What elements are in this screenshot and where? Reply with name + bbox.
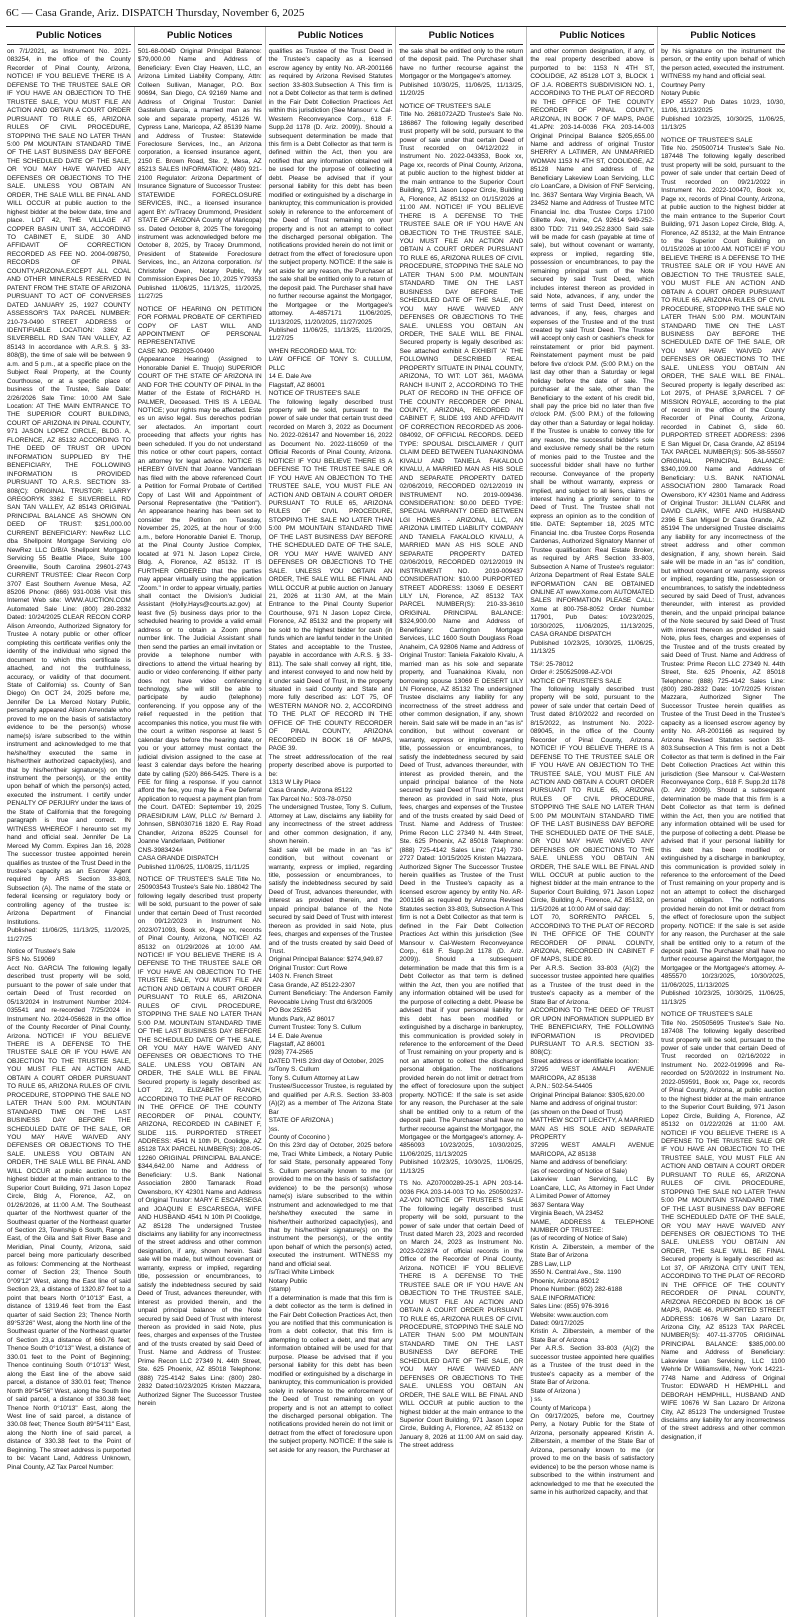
notice-text: WHEN RECORDED MAIL TO: LAW OFFICE OF TONY S. CULLUM, PLLC 14 E. Dale Ave Flagstaff, AZ 86001 NOTICE OF TRUSTEE'S SALE The following legally described trust property will be sold, pursuant to the power of sale under that certain trust deed recorded on March 3, 2022 as Document No. 2022-026147 and November 16, 2022 as Document No. 2022-116059 of the Official Records of Pinal County, Arizona. NOTICE! IF YOU BELIEVE THERE IS A DEFENSE TO THE TRUSTEE SALE OR IF YOU HAVE AN OBJECTION TO THE TRUSTEE SALE, YOU MUST FILE AN ACTION AND OBTAIN A COURT ORDER PURSUANT TO RULE 65, ARIZONA RULES OF CIVIL PROCEDURE, STOPPING THE SALE NO LATER THAN 5:00 PM MOUNTAIN STANDARD TIME OF THE LAST BUSINESS DAY BEFORE THE SCHEDULED DATE OF THE SALE, OR YOU MAY HAVE WAIVED ANY DEFENSES OR OBJECTIONS TO THE SALE. UNLESS YOU OBTAIN AN ORDER, THE SALE WILL BE FINAL AND WILL OCCUR at public auction on January 21, 2026 at 11:30 AM, at the Main Entrance to the Pinal County Superior Courthouse, 971 N Jason Lopez Circle, Florence, AZ 85132 and the property will be sold to the highest bidder for cash (in funds which are lawful tender in the United States and acceptable to the Trustee, payable in accordance with A.R.S. § 33-811). The sale shall convey all right, title, and interest conveyed to and now held by it under said Deed of Trust, in the property situated in said County and State and more fully described as: LOT 75, OF WESTERN MANOR NO. 2, ACCORDING TO THE PLAT OF RECORD IN THE OFFICE OF THE COUNTY RECORDER OF PINAL COUNTY, ARIZONA RECORDED IN BOOK 16 OF MAPS, PAGE 39. The street address/location of the real property described above is purported to be: 1313 W Lily Place Casa Grande, Arizona 85122 Tax Parcel No.: 503-78-0750 The undersigned Trustee, Tony S. Cullum, Attorney at Law, disclaims any liability for any incorrectness of the street address and other common designation, if any, shown herein. Said sale will be made in an "as is" condition, but without covenant or warranty, express or implied, regarding title, possession or encumbrances, to satisfy the indebtedness secured by said Deed of Trust, advances thereunder, with interest as provided therein, and the unpaid principal balance of the Note secured by said Deed of Trust with interest thereon as provided in said Note, plus fees, charges and expenses of the Trustee and of the trusts created by said Deed of Trust. Original Principal Balance: $274,949.87 Original Trustor: Curt Rowe 1403 N. French Street Casa Grande, AZ 85122-2307 Current Beneficiary: The Anderson Family Revocable Living Trust dtd 6/3/2005 PO Box 25265 Munds Park, AZ 86017 Current Trustee: Tony S. Cullum 14 E. Dale Avenue Flagstaff, AZ 86001 (928) 774-2565 DATED THIS 23rd day of October, 2025 /s/Tony S. Cullum Tony S. Cullum Attorney at Law Trustee/Successor Trustee, is regulated by and qualified per A.R.S. Section 33-803 (A)(2) as a member of The Arizona State Bar STATE OF ARIZONA ) )ss. County of Coconino ) On this 23rd day of October, 2025 before me, Traci White Limbeck, a Notary Public for said State, personally appeared Tony S. Cullum personally known to me (or provided to me on the basis of satisfactory evidence) to be the person(s) whose name(s) is/are subscribed to the within instrument and acknowledged to me that he/she/they executed the same in his/her/their authorized capacity(ies), and that by his/her/their signature(s) on the instrument the person(s), or the entity upon behalf of which the person(s) acted, executed the instrument. WITNESS my hand and official seal. /s/Traci White Limbeck Notary Public (stamp) If a determination is made that this firm is a debt collector as the term is defined in the Fair Debt Collection Practices Act, then you are notified that this communication is from a debt collector, that this firm is attempting to collect a debt, and that any information obtained will be used for that purpose. Please be advised that if you personal liability for this debt has been modified or extinguished by a discharge in bankruptcy, this communication is provided solely in reference to the enforcement of the Deed of Trust remaining on your property and is not an attempt to collect the discharged personal obligation. The notifications provided herein do not limit or detract from the effect of foreclosure upon the subject property. NOTICE: If the sale is set aside for any reason, the Purchaser at xyxy=(268,347,393,1454)
column-heading: Public Notices xyxy=(530,27,654,45)
notice-text: the sale shall be entitled only to the return of the deposit paid. The Purchaser shall have no further recourse against the Mortgagor or the Mortgagee's attorney. Published 10/30/25, 11/06/25, 11/13/25, 11/20/25 xyxy=(399,48,524,98)
column-3 xyxy=(266,27,397,1617)
notice-text: Notice of Trustee's Sale SFS No. 519069 Acct No. GARCIA The following legally described trust property will be sold, pursuant to the power of sale under that certain Deed of Trust recorded on 05/13/2024 in Instrument Number 2024-035541 and re-recorded 7/25/2024 in Instrument No. 2024-056628 in the office of the County Recorder of Pinal County, Arizona. NOTICE! IF YOU BELIEVE THERE IS A DEFENSE TO THE TRUSTEE SALE OR IF YOU HAVE AN OBJECTION TO THE TRUSTEE SALE, YOU MUST FILE AN ACTION AND OBTAIN A COURT ORDER PURSUANT TO RULE 65, ARIZONA RULES OF CIVIL PROCEDURE, STOPPING THE SALE NO LATER THAN 5:00 P.M. MOUNTAIN STANDARD TIME ON THE LAST BUSINESS DAY BEFORE THE SCHEDULED DATE OF THE SALE, OR YOU MAY HAVE WAIVED ANY DEFENSES OR OBJECTIONS TO THE SALE. UNLESS YOU OBTAIN AN ORDER, THE SALE WILL BE FINAL AND WILL OCCUR at public auction to the highest bidder at the main entrance to the Superior Court Building, 971 Jason Lopez Circle, Bldg A, Florence, AZ, on 01/26/2026, at 11:00 A.M. The Southeast quarter of the Northwest quarter of the Southeast quarter of the Northeast quarter of Section 23, Township 6 South, Range 2 East, of the Gila and Salt River Base and Meridian, Pinal County, Arizona, said parcel being more particularly described as follows: Commencing at the Northeast corner of Section 23; Thence South 0°09'12" West, along the East line of said Section 23, a distance of 1320.87 feet to a point that bears North 0°10'13" East, a distance of 1319.46 feet from the East quarter of said Section 23; Thence North 89°53'26" West, along the North line of the Southeast quarter of the Northeast quarter of Section 23,a distance of 660.76 feet; Thence South 0°10'13" West, a distance of 330.01 feet to the Point of Beginning; Thence continuing South 0°10'13" West, along the East line of the above said parcel, a distance of 330.01 feet; Thence North 89°54'56" West, along the South line of said parcel, a distance of 330.38 feet; Thence North 0°10'13" East, along the West line of said parcel, a distance of 330.08 feet; Thence South 89°54'11" East, along the North line of said parcel, a distance of 330.38 feet to the Point of Beginning. The street address is purported to be: Vacant Land, Address Unknown, Pinal County, AZ Tax Parcel Number: xyxy=(7,948,131,1471)
column-heading: Public Notices xyxy=(399,27,523,45)
notice-text: and other common designation, if any, of the real property described above is purported to be: 1153 N 4TH ST, COOLIDGE, AZ 85128 LOT 3, BLOCK 1 OF J.A. ROBERTS SUBDIVISION NO. 1, ACCORDING TO THE PLAT OF RECORD IN THE OFFICE OF THE COUNTY RECORDER OF PINAL COUNTY, ARIZONA, IN BOOK 7 OF MAPS, PAGE 41.APN: 203-14-0036 FKA 203-14-003 Original Principal Balance $205,655.00 Name and address of original Trustor SHERRY A LATIMER, AN UNMARRIED WOMAN 1153 N 4TH ST, COOLIDGE, AZ 85128 Name and address of the Beneficiary Lakeview Loan Servicing, LLC c/o LoanCare, a Division of FNF Servicing, Inc. 3637 Sentara Way Virginia Beach, VA 23452 Name and Address of Trustee MTC Financial Inc. dba Trustee Corps 17100 Gillette Ave, Irvine, CA 92614 949-252-8300 TDD: 711 949.252.8300 Said sale will be made for cash (payable at time of sale), but without covenant or warranty, express or implied, regarding title, possession or encumbrances, to pay the remaining principal sum of the Note secured by said Trust Deed, which includes interest thereon as provided in said Note, advances, if any, under the terms of said Trust Deed, interest on advances, if any, fees, charges and expenses of the Trustee and of the trust created by said Trust Deed. The Trustee will accept only cash or cashier's check for reinstatement or prior bid payment. Reinstatement payment must be paid before five o'clock P.M. (5:00 P.M.) on the last day other than a Saturday or legal holiday before the date of sale. The purchaser at the sale, other than the Beneficiary to the extent of his credit bid, shall pay the price bid no later than five o'clock P.M. (5:00 P.M.) of the following day other than a Saturday or legal holiday. If the Trustee is unable to convey title for any reason, the successful bidder's sole and exclusive remedy shall be the return of monies paid to the Trustee and the successful bidder shall have no further recourse. Conveyance of the property shall be without warranty, express or implied, and subject to all liens, claims or interest having a priority senior to the Deed of Trust. The Trustee shall not express an opinion as to the condition of title. DATE: September 18, 2025 MTC Financial Inc. dba Trustee Corps Rosenda Cardenas, Authorized Signatory Manner of Trustee qualification: Real Estate Broker, as required by ARS Section 33-803, Subsection A Name of Trustee's regulator: Arizona Department of Real Estate SALE INFORMATION CAN BE OBTAINED ONLINE AT www.Xome.com AUTOMATED SALES INFORMATION PLEASE CALL: Xome at 800-758-8052 Order Number 117901, Pub Dates: 10/23/2025, 10/30/2025, 11/06/2025, 11/13/2025, CASA GRANDE DISPATCH Published 10/23/25, 10/30/25, 11/06/25, 11/13/25 xyxy=(530,48,655,656)
notices-columns xyxy=(4,27,788,1617)
notice-text: 501-68-004D Original Principal Balance: $79,000.00 Name and Address of Beneficiary: Even Clay Heaven, LLC, an Arizona Limited Liability Company, Attn: Colleen Sullivan, Manager, P.O. Box 90694, San Diego, CA 92169 Name and Address of Original Trustor: Daniel Gastelum Garcia, a married man as his sole and separate property, 45126 W. Cypress Lane, Maricopa, AZ 85139 Name and Address of Trustee: Statewide Foreclosure Services, Inc., an Arizona corporation, a licensed insurance agent, 2150 E. Brown Road, Ste. 2, Mesa, AZ 85213 SALES INFORMATION: (480) 921-2100 Regulator: Arizona Department of Insurance Signature of Successor Trustee: STATEWIDE FORECLOSURE SERVICES, INC., a licensed insurance agent BY: /s/Tracey Drummond, President STATE OF ARIZONA County of Maricopa) ss. Dated October 8, 2025 The foregoing instrument was acknowledged before me October 8, 2025, by Tracey Drummond, President of Statewide Foreclosure Services, Inc., an Arizona corporation. /s/ Christofer Owen, Notary Public, My Commission Expires Dec 10, 2025 Y79353 Published 11/06/25, 11/13/25, 11/20/25, 11/27/25 xyxy=(137,48,262,301)
notice-text: NOTICE OF HEARING ON PETITION FOR FORMAL PROBATE OF CERTIFIED COPY OF LAST WILL AND APPOINTMENT OF PERSONAL REPRESENTATIVE CASE NO. PB2025-00490 (Appearance Hearing) (Assigned to Honorable Daniel E. Thuojo) SUPERIOR COURT OF THE STATE OF ARIZONA IN AND FOR THE COUNTY OF PINAL In the Matter of the Estate of RICHARD H. PALMER, Deceased. THIS IS A LEGAL NOTICE; your rights may be affected. Este es un aviso legal. Sus derechos podrían ser afectados. An important court proceeding that affects your rights has been scheduled. If you do not understand this notice or other court papers, contact an attorney for legal advice. NOTICE IS HEREBY GIVEN that Joanne Vanderlaan has filed with the above referenced Court a Petition for Formal Probate of Certified Copy of Last Will and Appointment of Personal Representative (the "Petition"). An appearance hearing has been set to consider the Petition on Tuesday, November 25, 2025, at the hour of 9:00 a.m., before Honorable Daniel E. Thorup, at the Pinal County Justice Complex, located at 971 N. Jason Lopez Circle, Bldg. A, Florence, AZ 85132. IT IS FURTHER ORDERED that the parties may appear virtually using the application "Zoom." In order to appear virtually, parties shall contact the Division's Judicial Assistant (Holly.Hays@courts.az.gov) at least five (5) business days prior to the scheduled hearing to provide a valid email address or to obtain a Zoom phone number link. The Judicial Assistant shall then send the parties an email invitation or provide a telephone number with directions to attend the virtual hearing by audio or video conferencing. If either party does not have video conferencing technology, s/he will still be able to participate by audio (telephone) conferencing. If you oppose any of the relief requested in the petition that accompanies this notice, you must file with the court a written response at least 5 calendar days before the hearing date, or you or your attorney must contact the judicial division assigned to the case at least 3 calendar days before the hearing date by calling (520) 866-5425. There is a FEE for filing a response. If you cannot afford the fee, you may file a Fee Deferral Application to request a payment plan from the Court. DATED: September 19, 2025 PRAESIDIUM LAW, PLLC /s/ Bernard J. Johnsen, SBN030716 1820 E. Ray Road Chandler, Arizona 85225 Counsel for Joanne Vanderlaan, Petitioner CNS-3983424# CASA GRANDE DISPATCH Published 11/06/25, 11/08/25, 11/11/25 xyxy=(137,305,262,871)
notice-text: NOTICE OF TRUSTEE'S SALE Title No. 250500714 Trustee's Sale No. 187448 The following legally described trust property will be sold, pursuant to the power of sale under that certain Deed of Trust recorded on 09/21/2022 in Instrument No. 2022-100470, Book xx, Page xx, records of Pinal County, Arizona, at public auction to the highest bidder at the main entrance to the Superior Court Building, 971 Jason Lopez Circle, Bldg. A, Florence, AZ 85132, at the Main Entrance to the Superior Court Building on 01/15/2026 at 10:00 AM. NOTICE! IF YOU BELIEVE THERE IS A DEFENSE TO THE TRUSTEE SALE OR IF YOU HAVE AN OBJECTION TO THE TRUSTEE SALE, YOU MUST FILE AN ACTION AND OBTAIN A COURT ORDER PURSUANT TO RULE 65, ARIZONA RULES OF CIVIL PROCEDURE, STOPPING THE SALE NO LATER THAN 5:00 P.M. MOUNTAIN STANDARD TIME ON THE LAST BUSINESS DAY BEFORE THE SCHEDULED DATE OF THE SALE, OR YOU MAY HAVE WAIVED ANY DEFENSES OR OBJECTIONS TO THE SALE. UNLESS YOU OBTAIN AN ORDER, THE SALE WILL BE FINAL. Secured property is legally described as: Lot 2975, of PHASE 3,PARCEL 7 OF MISSION ROYALE, according to the plat of record in the office of the County Recorder of Pinal County, Arizona, recorded in Cabinet G, slide 60. PURPORTED STREET ADDRESS: 2396 E San Miguel Dr, Casa Grande, AZ 85194 TAX PARCEL NUMBER(S): 505-38-55507 ORIGINAL PRINCIPAL BALANCE: $340,109.00 Name and Address of Beneficiary: U.S. BANK NATIONAL ASSOCIATION 2800 Tamarack Road Owensboro, KY 42301 Name and Address of Original Trustor: JILLIAN CLARK and DAVID CLARK, WIFE AND HUSBAND 2396 E San Miguel Dr Casa Grande, AZ 85194 The undersigned Trustee disclaims any liability for any incorrectness of the street address and other common designation, if any, shown herein. Said sale will be made in an "as is" condition, but without covenant or warranty, express or implied, regarding title, possession or encumbrances, to satisfy the indebtedness secured by said Deed of Trust, advances thereunder, with interest as provided therein, and the unpaid principal balance of the Note secured by said Deed of Trust with interest thereon as provided in said Note, plus fees, charges and expenses of the Trustee and of the trusts created by said Deed of Trust. Name and Address of Trustee: Prime Recon LLC 27349 N. 44th Street, Ste. 625 Phoenix, AZ 85018 Telephone: (888) 725-4142 Sales Line: (800) 280-2832 Date: 10/7/2025 Kristen Mazzara, Authorized Signer The Successor Trustee herein qualifies as Trustee of the Trust Deed in the Trustee's capacity as a licensed escrow agency by entity No. AR-2001166 as required by Arizona Revised Statutes section 33-803.Subsection A This firm is not a Debt Collector as that term is defined in the Fair Debt Collection Practices Act within this jurisdiction (See Mansour v. Cal-Western Reconveyance Corp., 618 F. Supp.2d 1178 (D. Ariz 2009)). Should a subsequent determination be made that this firm is a Debt Collector as that term is defined within the Act, then you are notified that any information obtained will be used for the purpose of collecting a debt. Please be advised that if your personal liability for this debt has been modified or extinguished by a discharge in bankruptcy, this communication is provided solely in reference to the enforcement of the Deed of Trust remaining on your property and is not an attempt to collect the discharged personal obligation. The notifications provided herein do not limit or detract from the effect of foreclosure upon the subject property. NOTICE: If the sale is set aside for any reason, the Purchaser at the sale shall be entitled only to a return of the deposit paid. The Purchaser shall have no further recourse against the Mortgagor, the Mortgagee or the Mortgagee's attorney. A-4855570 10/23/2025, 10/30/2025, 11/06/2025, 11/13/2025 Published 10/23/25, 10/30/25, 11/06/25, 11/13/25 xyxy=(661,136,785,1006)
column-heading: Public Notices xyxy=(138,27,262,45)
column-heading: Public Notices xyxy=(269,27,393,45)
column-heading: Public Notices xyxy=(7,27,131,45)
column-4 xyxy=(396,27,527,1617)
column-5 xyxy=(527,27,658,1617)
notice-text: NOTICE OF TRUSTEE'S SALE Title No. 250505695 Trustee's Sale No. 187408 The following legally described trust property will be sold, pursuant to the power of sale under that certain Deed of Trust recorded on 02/16/2022 in Instrument No. 2022-019996 and Re-recorded on 5/20/2022 in Instrument No. 2022-059591, Book xx, Page xx, records of Pinal County, Arizona, at public auction to the highest bidder at the main entrance to the Superior Court Building, 971 Jason Lopez Circle, Building A, Florence, AZ 85132 on 01/22/2026 at 11:00 AM. NOTICE! IF YOU BELIEVE THERE IS A DEFENSE TO THE TRUSTEE SALE OR IF YOU HAVE AN OBJECTION TO THE TRUSTEE SALE, YOU MUST FILE AN ACTION AND OBTAIN A COURT ORDER PURSUANT TO RULE 65, ARIZONA RULES OF CIVIL PROCEDURE, STOPPING THE SALE NO LATER THAN 5:00 PM MOUNTAIN STANDARD TIME OF THE LAST BUSINESS DAY BEFORE THE SCHEDULED DATE OF THE SALE, OR YOU MAY HAVE WAIVED ANY DEFENSES OR OBJECTIONS TO THE SALE. UNLESS YOU OBTAIN AN ORDER, THE SALE WILL BE FINAL Secured property is legally described as: Lot 37, OF ARIZONA CITY UNIT TEN, ACCORDING TO THE PLAT OF RECORD IN THE OFFICE OF THE COUNTY RECORDER OF PINAL COUNTY, ARIZONA RECORDED IN BOOK 16 OF MAPS, PAGE 46. PURPORTED STREET ADDRESS: 10676 W San Lazaro Dr, Arizona City, AZ 85123 TAX PARCEL NUMBER(S): 407-11-37705 ORIGINAL PRINCIPAL BALANCE: $385,000.00 Name and Address of Beneficiary: Lakeview Loan Servicing, LLC 1100 Wehrle Dr Williamsville, New York 14221-7748 Name and Address of Original Trustor: EDWARD H HEMPHILL and DEBORAH HEMPHILL, HUSBAND AND WIFE 10676 W San Lazaro Dr Arizona City, AZ 85123 The undersigned Trustee disclaims any liability for any incorrectness of the street address and other common designation, if xyxy=(661,1011,785,1441)
notice-text: qualifies as Trustee of the Trust Deed in the Trustee's capacity as a licensed escrow agency by entity No. AR-2001166 as required by Arizona Revised Statutes section 33-803.Subsection A This firm is not a Debt Collector as that term is defined in the Fair Debt Collection Practices Act within this jurisdiction (See Mansour v. Cal-Western Reconveyance Corp., 618 F. Supp.2d 1178 (D. Ariz. 2009)). Should a subsequent determination be made that this firm is a Debt Collector as that term is defined within the Act, then you are notified that any information obtained will be used for the purpose of collecting a debt. Please be advised that if your personal liability for this debt has been modified or extinguished by a discharge in bankruptcy, this communication is provided solely in reference to the enforcement of the Deed of Trust remaining on your property and is not an attempt to collect the discharged personal obligation. The notifications provided herein do not limit or detract from the effect of foreclosure upon the subject property. NOTICE: If the sale is set aside for any reason, the Purchaser at the sale shall be entitled only to a return of the deposit paid. The Purchaser shall have no further recourse against the Mortgagor, the Mortgagee or the Mortgagee's attorney. A-4857171 11/06/2025, 11/13/2025, 11/20/2025, 11/27/2025 Published 11/06/25, 11/13/25, 11/20/25, 11/27/25 xyxy=(268,48,393,343)
notice-text: NOTICE OF TRUSTEE'S SALE Title No. 2681072AZD Trustee's Sale No. 186867 The following legally described trust property will be sold, pursuant to the power of sale under that certain Deed of Trust recorded on 04/12/2022 in Instrument No. 2022-043353, Book xx, Page xx, records of Pinal County, Arizona, at public auction to the highest bidder at the main entrance to the Superior Court Building, 971 Jason Lopez Circle, Building A, Florence, AZ 85132 on 01/15/2026 at 11:00 AM. NOTICE! IF YOU BELIEVE THERE IS A DEFENSE TO THE TRUSTEE SALE OR IF YOU HAVE AN OBJECTION TO THE TRUSTEE SALE, YOU MUST FILE AN ACTION AND OBTAIN A COURT ORDER PURSUANT TO RULE 65, ARIZONA RULES OF CIVIL PROCEDURE, STOPPING THE SALE NO LATER THAN 5:00 P.M. MOUNTAIN STANDARD TIME ON THE LAST BUSINESS DAY BEFORE THE SCHEDULED DATE OF THE SALE, OR YOU MAY HAVE WAIVED ANY DEFENSES OR OBJECTIONS TO THE SALE. UNLESS YOU OBTAIN AN ORDER, THE SALE WILL BE FINAL Secured property is legally described as: See attached exhibit A EXHIBIT 'A' THE FOLLOWING DESCRIBED REAL PROPERTY SITUATE IN PINAL COUNTY, ARIZONA, TO WIT: LOT 361, MAGMA RANCH II-UNIT 2, ACCORDING TO THE PLAT OF RECORD IN THE OFFICE OF THE COUNTY RECORDER OF PINAL COUNTY, ARIZONA, RECORDED IN CABINET F, SLIDE 193 AND AFFIDAVIT OF CORRECTION RECORDED AS 2006-084092, OF OFFICIAL RECORDS. DEED TYPE: SPOUSAL DISCLAIMER / QUIT CLAIM DEED BETWEEN TUANAKINOMA KIVALU AND TANIELA FAKALOLO KIVALU, A MARRIED MAN AS HIS SOLE AND SEPARATE PROPERTY DATED 02/06/2019, RECORDED 02/12/2019 IN INSTRUMENT NO. 2019-009436. CONSIDERATION: $0.00 DEED TYPE: SPECIAL WARRANTY DEED BETWEEN LGI HOMES - ARIZONA, LLC, AN ARIZONA LIMITED LIABILITY COMPANY AND TANIELA FAKALOLO KIVALU, A MARRIED MAN AS HIS SOLE AND SEPARATE PROPERTY DATED 02/06/2019, RECORDED 02/12/2019 IN INSTRUMENT NO. 2019-009437 CONSIDERATION: $10.00 PURPORTED STREET ADDRESS: 13069 E DESERT LILY LN, Florence, AZ 85132 TAX PARCEL NUMBER(S): 210-33-3610 ORIGINAL PRINCIPAL BALANCE: $324,900.00 Name and Address of Beneficiary: Carrington Mortgage Services, LLC 1600 South Douglass Road Anaheim, CA 92806 Name and Address of Original Trustor: Taniela Fakalolo Kivalu, A married man as his sole and separate property, and Tuanakinoa Kivalu, non borrowing spouse 13069 E DESERT LILY LN Florence, AZ 85132 The undersigned Trustee disclaims any liability for any incorrectness of the street address and other common designation, if any, shown herein. Said sale will be made in an "as is" condition, but without covenant or warranty, express or implied, regarding title, possession or encumbrances, to satisfy the indebtedness secured by said Deed of Trust, advances thereunder, with interest as provided therein, and the unpaid principal balance of the Note secured by said Deed of Trust with interest thereon as provided in said Note, plus fees, charges and expenses of the Trustee and of the trusts created by said Deed of Trust. Name and Address of Trustee: Prime Recon LLC 27349 N. 44th Street, Ste. 625 Phoenix, AZ 85018 Telephone: (888) 725-4142 Sales Line: (714) 730-2727 Dated: 10/15/2025 Kristen Mazzara, Authorized Signer The Successor Trustee herein qualifies as Trustee of the Trust Deed in the Trustee's capacity as a licensed escrow agency by entity No. AR-2001166 as required by Arizona Revised Statutes section 33-803, Subsection A This firm is not a Debt Collector as that term is defined in the Fair Debt Collection Practices Act within this jurisdiction (See Mansour v. Cal-Western Reconveyance Corp., 618 F. Supp.2d 1178 (D. Ariz. 2009)). Should a subsequent determination be made that this firm is a Debt Collector as that term is defined within the Act, then you are notified that any information obtained will be used for the purpose of collecting a debt. Please be advised that if your personal liability for this debt has been modified or extinguished by a discharge in bankruptcy, this communication is provided solely in reference to the enforcement of the Deed of Trust remaining on your property and is not an attempt to collect the discharged personal obligation. The notifications provided herein do not limit or detract from the effect of foreclosure upon the subject property. NOTICE: If the sale is set aside for any reason, the Purchaser at the sale shall be entitled only to a return of the deposit paid. The Purchaser shall have no further recourse against the Mortgagor, the Mortgagee or the Mortgagee's attorney. A-4856093 10/23/2025, 10/30/2025, 11/06/2025, 11/13/2025 Published 10/23/25, 10/30/25, 11/06/25, 11/13/25 xyxy=(399,102,524,1175)
notice-text: by his signature on the instrument the person, or the entity upon behalf of which the person acted, executed the instrument. WITNESS my hand and official seal. Courtney Perry Notary Public EPP 45527 Pub Dates 10/23, 10/30, 11/06, 11/13/2025 Published 10/23/25, 10/30/25, 11/06/25, 11/13/25 xyxy=(661,48,785,132)
column-2 xyxy=(135,27,266,1617)
notice-text: TS No. AZ07000289-25-1 APN 203-14-0036 FKA 203-14-003 TO No. 250500237-AZ-VOI NOTICE OF TRUSTEE'S SALE The following legally described trust property will be sold, pursuant to the power of sale under that certain Deed of Trust dated March 23, 2023 and recorded on March 24, 2023 as Instrument No. 2023-022874 of official records in the Office of the Recorder of Pinal County, Arizona. NOTICE! IF YOU BELIEVE THERE IS A DEFENSE TO THE TRUSTEE SALE OR IF YOU HAVE AN OBJECTION TO THE TRUSTEE SALE, YOU MUST FILE AN ACTION AND OBTAIN A COURT ORDER PURSUANT TO RULE 65, ARIZONA RULES OF CIVIL PROCEDURE, STOPPING THE SALE NO LATER THAN 5:00 PM MOUNTAIN STANDARD TIME ON THE LAST BUSINESS DAY BEFORE THE SCHEDULED DATE OF THE SALE, OR YOU MAY HAVE WAIVED ANY DEFENSES OR OBJECTIONS TO THE SALE. UNLESS YOU OBTAIN AN ORDER, THE SALE WILL BE FINAL AND WILL OCCUR at public auction to the highest bidder at the main entrance to the Superior Court Building, 971 Jason Lopez Circle, Building A, Florence, AZ 85132 on January 8, 2026 at 11:00 AM on said day. The street address xyxy=(399,1180,524,1450)
notice-text: on 7/1/2021, as Instrument No. 2021-083254, in the office of the County Recorder of Pinal County, Arizona, NOTICE! IF YOU BELIEVE THERE IS A DEFENSE TO THE TRUSTEE SALE OR IF YOU HAVE AN OBJECTION TO THE TRUSTEE SALE, YOU MUST FILE AN ACTION AND OBTAIN A COURT ORDER PURSUANT TO RULE 65, ARIZONA RULES OF CIVIL PROCEDURE, STOPPING THE SALE NO LATER THAN 5:00 PM MOUNTAIN STANDARD TIME OF THE LAST BUSINESS DAY BEFORE THE SCHEDULED DATE OF THE SALE, OR YOU MAY HAVE WAIVED ANY DEFENSES OR OBJECTIONS TO THE SALE. UNLESS YOU OBTAIN AN ORDER, THE SALE WILL BE FINAL AND WILL OCCUR at public auction to the highest bidder at the below date, time and place. LOT 42, THE VILLAGE AT COPPER BASIN UNIT 3A, ACCORDING TO CABINET E, SLIDE 30 AND AFFIDAVIT OF CORRECTION RECORDED AS FEE NO. 2004-098750, RECORDS OF PINAL COUNTY,ARIZONA.EXCEPT ALL COAL AND OTHER MINERALS RESERVED IN PATENT FROM THE STATE OF ARIZONA PURSUANT TO ACT OF CONVERSES DATED JANUARY 25, 1927 COUNTY ASSESSOR'S TAX PARCEL NUMBER: 210-73-0490 STREET ADDRESS or IDENTIFIABLE LOCATION: 3362 E SILVERBELL RD SAN TAN VALLEY, AZ 85143 In accordance with A.R.S. § 33-808(B), the time of sale will be between 9 a.m. and 5 p.m., at a specific place on the Subject Real Property, at the County Courthouse, or at a specific place of business of the Trustee, Sale Date: 2/26/2026 Sale Time: 10:00 AM Sale Location: AT THE MAIN ENTRANCE TO THE SUPERIOR COURT BUILDING, COURT OF ARIZONA IN PINAL COUNTY, 971 JASON LOPEZ CIRCLE, BLDG. A, FLORENCE, AZ 85132 ACCORDING TO THE DEED OF TRUST OR UPON INFORMATION SUPPLIED BY THE BENEFICIARY, THE FOLLOWING INFORMATION IS PROVIDED PURSUANT TO A.R.S. SECTION 33-808(C): ORIGINAL TRUSTOR: LARRY GREGORYK 3362 E SILVERBELL RD SAN TAN VALLEY, AZ 85143 ORIGINAL PRINCIPAL BALANCE AS SHOWN ON DEED OF TRUST: $251,000.00 CURRENT BENEFICIARY: NewRez LLC dba Shellpoint Mortgage Servicing c/o NewRez LLC D/B/A Shellpoint Mortgage Servicing 55 Beattie Place, Suite 100 Greenville, South Carolina 29601-2743 CURRENT TRUSTEE: Clear Recon Corp 3707 East Southern Avenue Mesa, AZ 85206 Phone: (866) 931-0036 Visit this Internet Web site: WWW.AUCTION.COM Automated Sale Line: (800) 280-2832 Dated: 10/24/2025 CLEAR RECON CORP Alison Arreondo, Authorized Signatory for Trustee A notary public or other officer completing this certificate verifies only the identity of the individual who signed the document to which this certificate is attached, and not the truthfulness, accuracy, or validity of that document. State of California) ss. County of San Diego) On OCT 24, 2025 before me, Jennifer De La Merced Notary Public, personally appeared Alison Arrendale who proved to me on the basis of satisfactory evidence to be the person(s) whose name(s) is/are subscribed to the within instrument and acknowledged to me that he/she/they executed the same in his/her/their authorized capacity(ies), and that by his/her/their signature(s) on the instrument the person(s), or the entity upon behalf of which the person(s) acted, executed the instrument. I certify under PENALTY OF PERJURY under the laws of the State of California that the foregoing paragraph is true and correct. IN WITNESS WHEREOF I hereunto set my hand and official seal. Jennifer De La Merced My Comm. Expires Jan 16, 2028 The successor trustee appointed herein qualifies as trustee of the Trust Deed in the trustee's capacity as an Escrow Agent required by ARS Section 33-803, Subsection (A). The name of the state or federal licensing or regulatory body or controlling agency of the trustee is: Arizona Department of Financial Institutions. Published: 11/06/25, 11/13/25, 11/20/25, 11/27/25 xyxy=(7,48,131,943)
column-6 xyxy=(658,27,788,1617)
notice-text: TS#: 25-78012 Order #: 250525098-AZ-VOI NOTICE OF TRUSTEE'S SALE The following legally described trust property will be sold, pursuant to the power of sale under that certain Deed of Trust dated 8/10/2022 and recorded on 8/15/2022, as Instrument No. 2022-089045, in the office of the County Recorder of Pinal County, Arizona. NOTICE! IF YOU BELIEVE THERE IS A DEFENSE TO THE TRUSTEE SALE OR IF YOU HAVE AN OBJECTION TO THE TRUSTEE SALE, YOU MUST FILE AN ACTION AND OBTAIN A COURT ORDER PURSUANT TO RULE 65, ARIZONA RULES OF CIVIL PROCEDURE, STOPPING THE SALE NO LATER THAN 5:00 PM MOUNTAIN STANDARD TIME OF THE LAST BUSINESS DAY BEFORE THE SCHEDULED DATE OF THE SALE, OR YOU MAY HAVE WAIVED ANY DEFENSES OR OBJECTIONS TO THE SALE. UNLESS YOU OBTAIN AN ORDER, THE SALE WILL BE FINAL AND WILL OCCUR at public auction to the highest bidder at the main entrance to the Superior Court Building, 971 Jason Lopez Circle, Building A, Florence, AZ 85132, on 11/5/2026 at 10:00 AM of said day: LOT 70, SORRENTO PARCEL 5, ACCORDING TO THE PLAT OF RECORD IN THE OFFICE OF THE COUNTY RECORDER OF PINAL COUNTY, ARIZONA, RECORDED IN CABINET F OF MAPS, SLIDE 89. Per A.R.S. Section 33-803 (A)(2) the successor trustee appointed here qualifies as a Trustee of the trust deed in the trustee's capacity as a member of the State Bar of Arizona. ACCORDING TO THE DEED OF TRUST OR UPON INFORMATION SUPPLIED BY THE BENEFICIARY, THE FOLLOWING INFORMATION IS PROVIDED PURSUANT TO A.R.S. SECTION 33-808(C): Street address or identifiable location: 37295 WEST AMALFI AVENUE MARICOPA, AZ 85138 A.P.N.: 502-54-54405 Original Principal Balance: $305,620.00 Name and address of original trustor: (as shown on the Deed of Trust) MATTHEW SCOTT LIECHTY, A MARRIED MAN AS HIS SOLE AND SEPARATE PROPERTY 37295 WEST AMALFI AVENUE MARICOPA, AZ 85138 Name and address of beneficiary: (as of recording of Notice of Sale) Lakeview Loan Servicing, LLC By LoanCare, LLC, As Attorney in Fact Under A Limited Power of Attorney 3637 Sentara Way Virginia Beach, VA 23452 NAME, ADDRESS & TELEPHONE NUMBER OF TRUSTEE: (as of recording of Notice of Sale) Kristin A. Zilberstein, a member of the State Bar of Arizona ZBS Law, LLP 3550 N. Central Ave., Ste. 1190 Phoenix, Arizona 85012 Phone Number: (602) 282-6188 SALE INFORMATION: Sales Line: (855) 976-3916 Website: www.auction.com Dated: 09/17/2025 Kristin A. Zilberstein, a member of the State Bar of Arizona Per A.R.S. Section 33-803 (A)(2) the successor trustee appointed here qualifies as a Trustee of the trust deed in the trustee's capacity as a member of the State Bar of Arizona. State of Arizona ) ) ss. County of Maricopa ) On 09/17/2025, before me, Courtney Perry, a Notary Public for the State of Arizona, personally appeared Kristin A. Zilberstein, a member of the State Bar of Arizona, personally known to me (or proved to me on the basis of satisfactory evidence) to be the person whose name is subscribed to the within instrument and acknowledged to me that he executed the same in his authorized capacity, and that xyxy=(530,660,655,1497)
page-header xyxy=(6,0,786,27)
column-heading: Public Notices xyxy=(661,27,785,45)
column-1 xyxy=(4,27,135,1617)
notice-text: NOTICE OF TRUSTEE'S SALE Title No. 250903543 Trustee's Sale No. 188042 The following legally described trust property will be sold, pursuant to the power of sale under that certain Deed of Trust recorded on 09/12/2023 in Instrument No. 2023/071093, Book xx, Page xx, records of Pinal County, Arizona, NOTICE! AZ 85132 on 01/29/2026 at 10:00 AM. NOTICE! IF YOU BELIEVE THERE IS A DEFENSE TO THE TRUSTEE SALE OR IF YOU HAVE AN OBJECTION TO THE TRUSTEE SALE, YOU MUST FILE AN ACTION AND OBTAIN A COURT ORDER PURSUANT TO RULE 65, ARIZONA RULES OF CIVIL PROCEDURE, STOPPING THE SALE NO LATER THAN 5:00 P.M. MOUNTAIN STANDARD TIME OF THE LAST BUSINESS DAY BEFORE THE SCHEDULED DATE OF THE SALE, OR YOU MAY HAVE WAIVED ANY DEFENSES OR OBJECTIONS TO THE SALE. UNLESS YOU OBTAIN AN ORDER, THE SALE WILL BE FINAL Secured property is legally described as: LOT 22, ELIZABETH RANCH, ACCORDING TO THE PLAT OF RECORD IN THE OFFICE OF THE COUNTY RECORDER OF PINAL COUNTY, ARIZONA, RECORDED IN CABINET F, SLIDE 115. PURPORTED STREET ADDRESS: 4541 N 10th Pl, Coolidge, AZ 85128 TAX PARCEL NUMBER(S): 208-05-12260 ORIGINAL PRINCIPAL BALANCE: $344,642.00 Name and Address of Beneficiary: U.S. Bank National Association 2800 Tamarack Road Owensboro, KY 42301 Name and Address of Original Trustor: MARY E ESCARSEGA and JOAQUIN E ESCARSEGA, WIFE AND HUSBAND 4541 N 10th Pl Coolidge, AZ 85128 The undersigned Trustee disclaims any liability for any incorrectness of the street address and other common designation, if any, shown herein. Said sale will be made, but without covenant or warranty, express or implied, regarding title, possession or encumbrances, to satisfy the indebtedness secured by said Deed of Trust, advances thereunder, with interest as provided therein, and the unpaid principal balance of the Note secured by said Deed of Trust with interest thereon as provided in said Note, plus fees, charges and expenses of the Trustee and of the trusts created by said Deed of Trust. Name and Address of Trustee: Prime Recon LLC 27349 N. 44th Street, Ste. 625 Phoenix, AZ 85018 Telephone: (888) 725-4142 Sales Line: (800) 280-2832 Dated:10/23/2025 Kristen Mazzara, Authorized Signer The Successor Trustee herein xyxy=(137,875,262,1408)
header-text: 6C — Casa Grande, Ariz. DISPATCH Thursday, November 6, 2025 xyxy=(6,7,305,19)
